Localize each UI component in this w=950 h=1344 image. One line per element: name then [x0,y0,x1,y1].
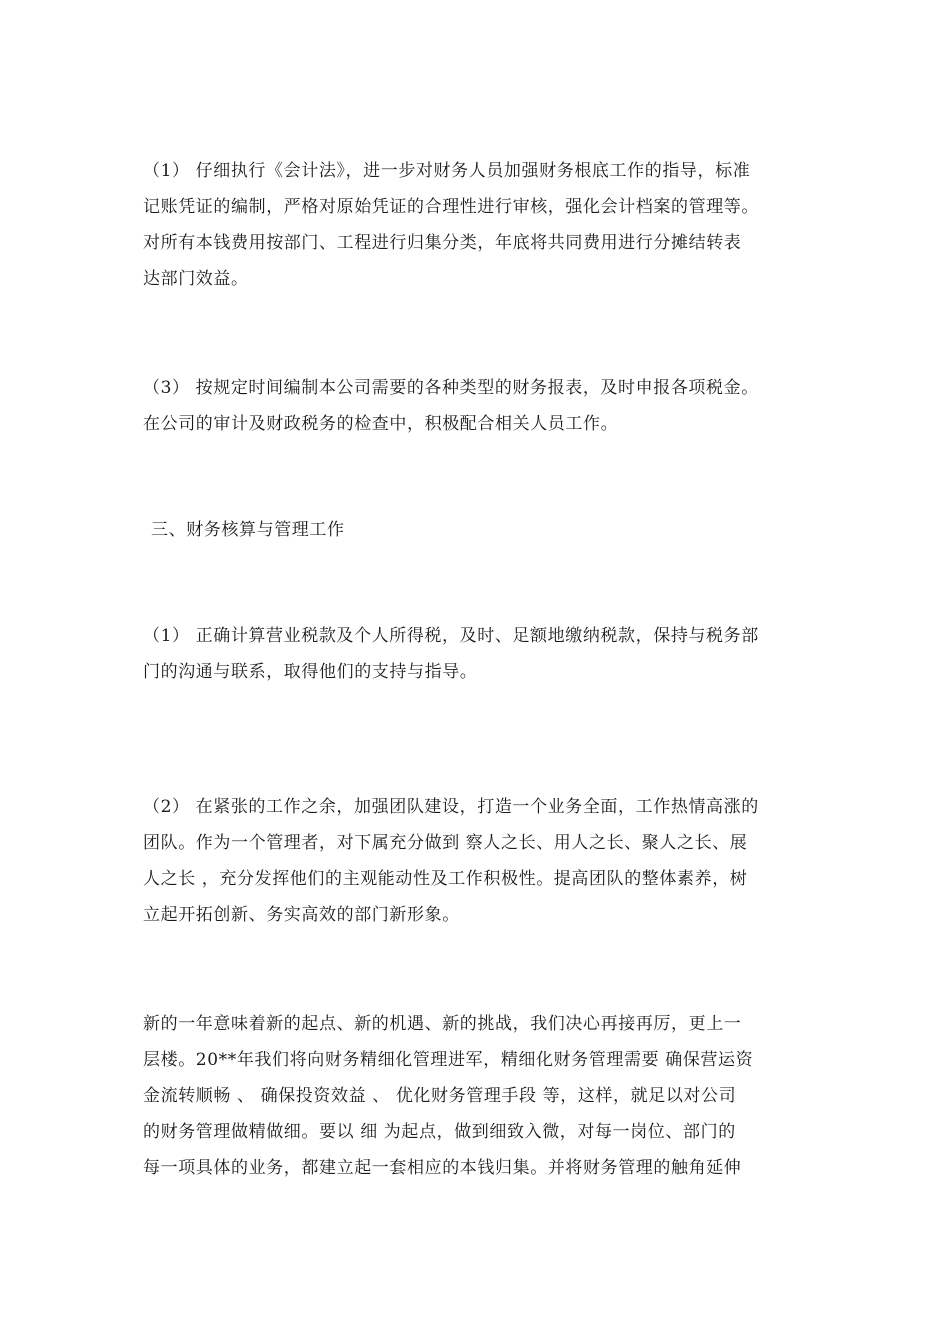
text-line: 团队。作为一个管理者，对下属充分做到 察人之长、用人之长、聚人之长、展 [143,833,748,853]
paragraph-accounting-law [143,153,808,297]
text-line: 层楼。20**年我们将向财务精细化管理进军，精细化财务管理需要 确保营运资 [143,1050,754,1070]
text-line: （1） 仔细执行《会计法》，进一步对财务人员加强财务根底工作的指导，标准 [143,161,751,181]
text-line: 每一项具体的业务，都建立起一套相应的本钱归集。并将财务管理的触角延伸 [143,1158,742,1178]
paragraph-financial-reports [143,370,808,442]
text-line: 新的一年意味着新的起点、新的机遇、新的挑战，我们决心再接再厉，更上一 [143,1014,742,1034]
text-line: 金流转顺畅 、 确保投资效益 、 优化财务管理手段 等，这样，就足以对公司 [143,1086,737,1106]
paragraph-tax-calculation [143,618,808,690]
paragraph-team-building [143,789,808,933]
text-line: 人之长 ，充分发挥他们的主观能动性及工作积极性。提高团队的整体素养，树 [143,869,748,889]
text-line: 记账凭证的编制，严格对原始凭证的合理性进行审核，强化会计档案的管理等。 [143,197,759,217]
text-line: 立起开拓创新、务实高效的部门新形象。 [143,905,460,925]
text-line: 在公司的审计及财政税务的检查中，积极配合相关人员工作。 [143,414,619,434]
text-line: 达部门效益。 [143,269,249,289]
text-line: 的财务管理做精做细。要以 细 为起点，做到细致入微，对每一岗位、部门的 [143,1122,736,1142]
text-line: 门的沟通与联系，取得他们的支持与指导。 [143,662,478,682]
text-line: （1） 正确计算营业税款及个人所得税，及时、足额地缴纳税款，保持与税务部 [143,626,759,646]
section-heading: 三、财务核算与管理工作 [151,520,345,540]
paragraph-new-year [143,1006,808,1186]
text-line: 对所有本钱费用按部门、工程进行归集分类，年底将共同费用进行分摊结转表 [143,233,742,253]
text-line: （3） 按规定时间编制本公司需要的各种类型的财务报表，及时申报各项税金。 [143,378,759,398]
text-line: （2） 在紧张的工作之余，加强团队建设，打造一个业务全面，工作热情高涨的 [143,797,759,817]
